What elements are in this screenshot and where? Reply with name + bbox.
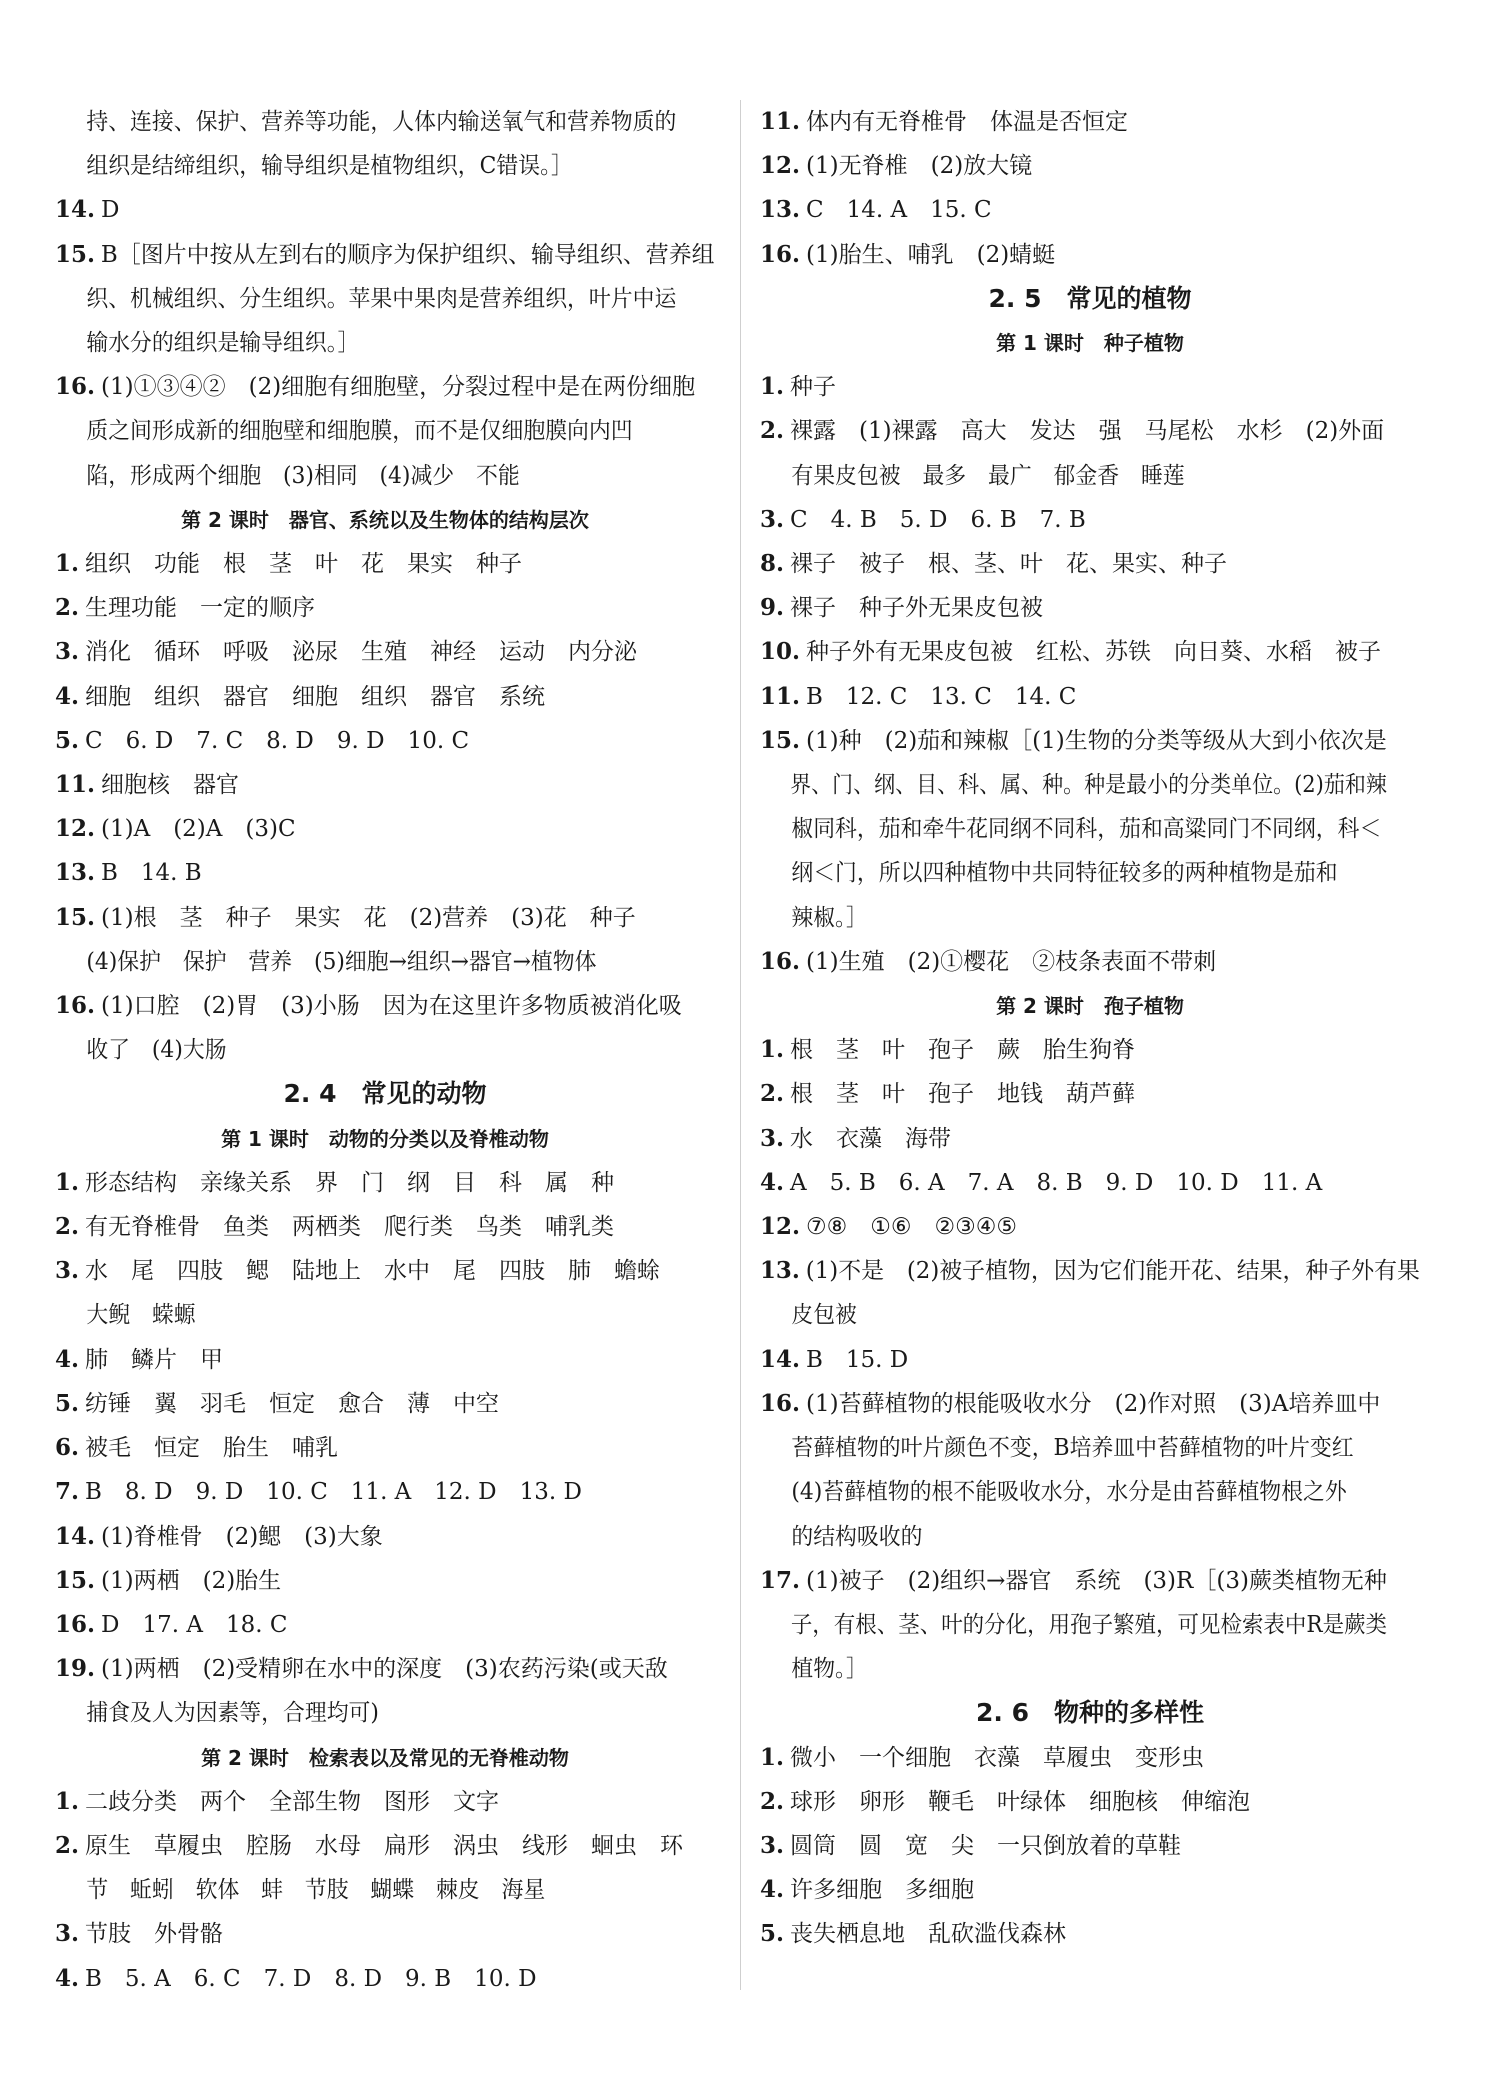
question-number: 10. bbox=[760, 638, 801, 666]
question-number: 11. bbox=[55, 771, 96, 799]
answer-text: D 17. A 18. C bbox=[101, 1611, 288, 1638]
answer-line bbox=[55, 630, 715, 674]
question-number: 13. bbox=[760, 1257, 800, 1285]
answer-line bbox=[760, 1028, 1420, 1072]
question-number: 12. bbox=[55, 815, 96, 843]
answer-line bbox=[55, 1559, 715, 1603]
answer-line bbox=[760, 1338, 1420, 1382]
question-number: 4. bbox=[55, 682, 80, 710]
answer-line bbox=[760, 542, 1420, 586]
answer-text: (1)脊椎骨 (2)鳃 (3)大象 bbox=[101, 1523, 383, 1550]
answer-line bbox=[760, 1205, 1420, 1249]
question-number: 1. bbox=[55, 550, 80, 578]
answer-text: (1)生殖 (2)①樱花 ②枝条表面不带刺 bbox=[806, 948, 1217, 975]
question-number: 3. bbox=[55, 1257, 80, 1285]
question-number: 9. bbox=[760, 594, 785, 622]
question-number: 4. bbox=[55, 1964, 80, 1992]
answer-text: 裸子 被子 根、茎、叶 花、果实、种子 bbox=[790, 551, 1228, 578]
answer-line bbox=[760, 1072, 1420, 1116]
answer-text: (1)A (2)A (3)C bbox=[101, 816, 296, 843]
answer-line bbox=[55, 1824, 715, 1868]
question-number: 7. bbox=[55, 1478, 80, 1506]
answer-continuation: 捕食及人为因素等，合理均可) bbox=[86, 1700, 379, 1727]
answer-line bbox=[55, 1647, 715, 1691]
answer-text: D bbox=[101, 197, 120, 224]
question-number: 4. bbox=[55, 1345, 80, 1373]
answer-line bbox=[55, 807, 715, 851]
answer-text: 被毛 恒定 胎生 哺乳 bbox=[85, 1435, 339, 1462]
answer-text: (1)苔藓植物的根能吸收水分 (2)作对照 (3)A培养皿中 bbox=[806, 1390, 1381, 1417]
answer-line bbox=[760, 498, 1420, 542]
answer-continuation: 质之间形成新的细胞壁和细胞膜，而不是仅细胞膜向内凹 bbox=[86, 418, 633, 445]
question-number: 17. bbox=[760, 1566, 801, 1594]
answer-text: 水 衣藻 海带 bbox=[790, 1125, 952, 1152]
answer-text: 裸子 种子外无果皮包被 bbox=[790, 595, 1044, 622]
section-heading: 2. 4 常见的动物 bbox=[283, 1079, 487, 1109]
question-number: 4. bbox=[760, 1168, 785, 1196]
question-number: 15. bbox=[55, 903, 96, 931]
answer-continuation: 收了 (4)大肠 bbox=[86, 1037, 227, 1064]
answer-line bbox=[55, 1603, 715, 1647]
answer-text: (1)两栖 (2)受精卵在水中的深度 (3)农药污染(或天敌 bbox=[101, 1656, 668, 1683]
answer-continuation: 大鲵 蝾螈 bbox=[86, 1302, 196, 1329]
answer-text: B 8. D 9. D 10. C 11. A 12. D 13. D bbox=[85, 1479, 582, 1506]
answer-continuation: 输水分的组织是输导组织。］ bbox=[86, 330, 360, 357]
answer-continuation: 的结构吸收的 bbox=[791, 1523, 923, 1550]
answer-line bbox=[55, 1426, 715, 1470]
question-number: 11. bbox=[760, 108, 801, 135]
answer-text: 有无脊椎骨 鱼类 两栖类 爬行类 鸟类 哺乳类 bbox=[85, 1214, 615, 1241]
answer-line bbox=[760, 1249, 1420, 1293]
question-number: 16. bbox=[55, 992, 96, 1020]
answer-line bbox=[55, 1338, 715, 1382]
question-number: 15. bbox=[55, 1566, 96, 1594]
question-number: 1. bbox=[760, 373, 785, 401]
answer-text: (1)种 (2)茄和辣椒［(1)生物的分类等级从大到小依次是 bbox=[806, 727, 1387, 754]
answer-line bbox=[55, 1205, 715, 1249]
question-number: 5. bbox=[55, 1389, 80, 1417]
answer-line bbox=[760, 1824, 1420, 1868]
answer-line bbox=[760, 630, 1420, 674]
answer-text: 二歧分类 两个 全部生物 图形 文字 bbox=[85, 1788, 500, 1815]
answer-line bbox=[55, 1957, 715, 2001]
lesson-heading: 第 2 课时 检索表以及常见的无脊椎动物 bbox=[201, 1745, 569, 1770]
answer-text: 种子 bbox=[790, 374, 837, 401]
answer-continuation: (4)苔藓植物的根不能吸收水分，水分是由苔藓植物根之外 bbox=[791, 1479, 1347, 1506]
answer-line bbox=[760, 719, 1420, 763]
answer-line bbox=[55, 233, 714, 277]
answer-line bbox=[760, 1161, 1420, 1205]
answer-text: 水 尾 四肢 鳃 陆地上 水中 尾 四肢 肺 蟾蜍 bbox=[85, 1258, 661, 1285]
question-number: 1. bbox=[760, 1743, 785, 1771]
question-number: 5. bbox=[55, 726, 80, 754]
question-number: 3. bbox=[55, 638, 80, 666]
answer-text: 根 茎 叶 孢子 蕨 胎生狗脊 bbox=[790, 1037, 1136, 1064]
answer-continuation: 椒同科，茄和牵牛花同纲不同科，茄和高粱同门不同纲，科＜ bbox=[791, 816, 1382, 843]
answer-text: 圆筒 圆 宽 尖 一只倒放着的草鞋 bbox=[790, 1832, 1182, 1859]
answer-line bbox=[55, 675, 715, 719]
lesson-heading: 第 1 课时 动物的分类以及脊椎动物 bbox=[221, 1126, 549, 1151]
answer-line bbox=[55, 365, 715, 409]
answer-line bbox=[760, 1868, 1420, 1912]
answer-text: B 5. A 6. C 7. D 8. D 9. B 10. D bbox=[85, 1965, 537, 1992]
answer-line bbox=[760, 586, 1420, 630]
answer-line bbox=[55, 188, 715, 232]
answer-text: (1)口腔 (2)胃 (3)小肠 因为在这里许多物质被消化吸 bbox=[101, 993, 682, 1020]
answer-text: (1)无脊椎 (2)放大镜 bbox=[806, 153, 1033, 180]
answer-continuation: 陷，形成两个细胞 (3)相同 (4)减少 不能 bbox=[86, 462, 520, 489]
answer-text: (1)胎生、哺乳 (2)蜻蜓 bbox=[806, 241, 1056, 268]
question-number: 11. bbox=[760, 682, 801, 710]
answer-continuation: 苔藓植物的叶片颜色不变，B培养皿中苔藓植物的叶片变红 bbox=[791, 1435, 1354, 1462]
answer-line bbox=[55, 1470, 715, 1514]
answer-text: (1)被子 (2)组织→器官 系统 (3)R［(3)蕨类植物无种 bbox=[806, 1567, 1387, 1594]
answer-text: 消化 循环 呼吸 泌尿 生殖 神经 运动 内分泌 bbox=[85, 639, 638, 666]
answer-line bbox=[55, 984, 715, 1028]
answer-line bbox=[760, 409, 1420, 453]
lesson-heading: 第 2 课时 孢子植物 bbox=[996, 994, 1184, 1019]
question-number: 15. bbox=[55, 240, 95, 268]
answer-text: B 14. B bbox=[101, 860, 202, 887]
answer-line bbox=[760, 233, 1420, 277]
answer-text: 细胞 组织 器官 细胞 组织 器官 系统 bbox=[85, 683, 546, 710]
answer-text: (1)不是 (2)被子植物，因为它们能开花、结果，种子外有果 bbox=[805, 1258, 1420, 1285]
answer-line bbox=[55, 896, 715, 940]
answer-text: C 14. A 15. C bbox=[806, 197, 992, 224]
question-number: 12. bbox=[760, 152, 801, 180]
answer-text: 球形 卵形 鞭毛 叶绿体 细胞核 伸缩泡 bbox=[790, 1788, 1251, 1815]
question-number: 2. bbox=[55, 1213, 80, 1241]
answer-line bbox=[55, 763, 715, 807]
question-number: 6. bbox=[55, 1434, 80, 1462]
column-divider bbox=[740, 100, 741, 1990]
answer-text: 纺锤 翼 羽毛 恒定 愈合 薄 中空 bbox=[85, 1390, 500, 1417]
answer-text: 组织 功能 根 茎 叶 花 果实 种子 bbox=[85, 551, 523, 578]
answer-continuation: 持、连接、保护、营养等功能，人体内输送氧气和营养物质的 bbox=[86, 109, 677, 135]
answer-continuation: 织、机械组织、分生组织。苹果中果肉是营养组织，叶片中运 bbox=[86, 285, 677, 312]
lesson-heading: 第 2 课时 器官、系统以及生物体的结构层次 bbox=[181, 507, 589, 532]
answer-text: 形态结构 亲缘关系 界 门 纲 目 科 属 种 bbox=[85, 1169, 615, 1196]
answer-line bbox=[760, 1912, 1420, 1956]
answer-continuation: 组织是结缔组织，输导组织是植物组织，C错误。］ bbox=[86, 153, 573, 180]
answer-line bbox=[760, 675, 1420, 719]
answer-line bbox=[55, 542, 715, 586]
question-number: 5. bbox=[760, 1920, 785, 1948]
answer-text: B［图片中按从左到右的顺序为保护组织、输导组织、营养组 bbox=[100, 241, 715, 268]
question-number: 13. bbox=[760, 196, 801, 224]
answer-line bbox=[55, 1912, 715, 1956]
answer-line bbox=[55, 1780, 715, 1824]
answer-text: 种子外有无果皮包被 红松、苏铁 向日葵、水稻 被子 bbox=[806, 639, 1382, 666]
answer-line bbox=[55, 719, 715, 763]
question-number: 1. bbox=[760, 1036, 785, 1064]
answer-line bbox=[55, 851, 715, 895]
answer-line bbox=[760, 1117, 1420, 1161]
section-heading: 2. 6 物种的多样性 bbox=[976, 1698, 1204, 1728]
question-number: 2. bbox=[55, 1831, 80, 1859]
answer-line bbox=[760, 940, 1420, 984]
question-number: 14. bbox=[760, 1345, 801, 1373]
answer-line bbox=[55, 1161, 715, 1205]
answer-text: (1)根 茎 种子 果实 花 (2)营养 (3)花 种子 bbox=[101, 904, 636, 931]
lesson-heading: 第 1 课时 种子植物 bbox=[996, 331, 1184, 356]
section-heading: 2. 5 常见的植物 bbox=[988, 283, 1192, 313]
question-number: 2. bbox=[760, 417, 785, 445]
question-number: 16. bbox=[55, 373, 96, 401]
answer-continuation: 子，有根、茎、叶的分化，用孢子繁殖，可见检索表中R是蕨类 bbox=[790, 1611, 1388, 1638]
answer-text: 体内有无脊椎骨 体温是否恒定 bbox=[806, 109, 1129, 135]
question-number: 3. bbox=[760, 505, 785, 533]
question-number: 1. bbox=[55, 1168, 80, 1196]
answer-text: B 15. D bbox=[806, 1346, 909, 1373]
answer-text: A 5. B 6. A 7. A 8. B 9. D 10. D 11. A bbox=[790, 1169, 1323, 1196]
answer-text: B 12. C 13. C 14. C bbox=[806, 683, 1077, 710]
answer-line bbox=[55, 1249, 715, 1293]
answer-text: 许多细胞 多细胞 bbox=[790, 1877, 975, 1904]
answer-line bbox=[55, 1382, 715, 1426]
question-number: 16. bbox=[760, 240, 801, 268]
question-number: 3. bbox=[760, 1831, 785, 1859]
answer-text: ⑦⑧ ①⑥ ②③④⑤ bbox=[806, 1214, 1017, 1241]
answer-text: (1)①③④② (2)细胞有细胞壁，分裂过程中是在两份细胞 bbox=[101, 374, 696, 401]
question-number: 16. bbox=[760, 947, 801, 975]
answer-text: C 4. B 5. D 6. B 7. B bbox=[790, 506, 1086, 533]
answer-continuation: (4)保护 保护 营养 (5)细胞→组织→器官→植物体 bbox=[86, 948, 597, 975]
answer-line bbox=[760, 1382, 1420, 1426]
question-number: 13. bbox=[55, 859, 96, 887]
answer-line bbox=[55, 1515, 715, 1559]
answer-continuation: 植物。］ bbox=[791, 1656, 868, 1683]
answer-line bbox=[760, 1559, 1420, 1603]
question-number: 4. bbox=[760, 1876, 785, 1904]
question-number: 1. bbox=[55, 1787, 80, 1815]
answer-text: 节肢 外骨骼 bbox=[85, 1921, 224, 1948]
answer-continuation: 界、门、纲、目、科、属、种。种是最小的分类单位。(2)茄和辣 bbox=[790, 772, 1387, 799]
question-number: 19. bbox=[55, 1655, 96, 1683]
answer-line bbox=[760, 1780, 1420, 1824]
answer-line bbox=[760, 365, 1420, 409]
question-number: 16. bbox=[760, 1389, 801, 1417]
question-number: 2. bbox=[55, 594, 80, 622]
answer-text: C 6. D 7. C 8. D 9. D 10. C bbox=[85, 727, 470, 754]
answer-line bbox=[760, 188, 1420, 232]
answer-text: 裸露 (1)裸露 高大 发达 强 马尾松 水杉 (2)外面 bbox=[790, 418, 1385, 445]
question-number: 14. bbox=[55, 196, 96, 224]
answer-line bbox=[760, 100, 1420, 144]
answer-continuation: 辣椒。］ bbox=[791, 904, 868, 931]
answer-text: 生理功能 一定的顺序 bbox=[85, 595, 316, 622]
answer-continuation: 有果皮包被 最多 最广 郁金香 睡莲 bbox=[791, 462, 1185, 489]
question-number: 2. bbox=[760, 1787, 785, 1815]
right-column bbox=[760, 100, 1420, 1957]
answer-continuation: 纲＜门，所以四种植物中共同特征较多的两种植物是茄和 bbox=[791, 860, 1338, 887]
answer-line bbox=[760, 1736, 1420, 1780]
answer-text: 根 茎 叶 孢子 地钱 葫芦藓 bbox=[790, 1081, 1136, 1108]
answer-text: 原生 草履虫 腔肠 水母 扁形 涡虫 线形 蛔虫 环 bbox=[85, 1832, 684, 1859]
question-number: 15. bbox=[760, 726, 801, 754]
question-number: 14. bbox=[55, 1522, 96, 1550]
answer-text: 细胞核 器官 bbox=[101, 772, 240, 799]
left-column bbox=[55, 100, 715, 2001]
question-number: 8. bbox=[760, 550, 785, 578]
question-number: 3. bbox=[55, 1920, 80, 1948]
question-number: 12. bbox=[760, 1213, 801, 1241]
question-number: 2. bbox=[760, 1080, 785, 1108]
answer-continuation: 节 蚯蚓 软体 蚌 节肢 蝴蝶 棘皮 海星 bbox=[86, 1877, 546, 1904]
answer-line bbox=[55, 586, 715, 630]
answer-continuation: 皮包被 bbox=[791, 1302, 857, 1329]
answer-text: 微小 一个细胞 衣藻 草履虫 变形虫 bbox=[790, 1744, 1205, 1771]
answer-line bbox=[760, 144, 1420, 188]
question-number: 3. bbox=[760, 1124, 785, 1152]
answer-text: 肺 鳞片 甲 bbox=[85, 1346, 224, 1373]
answer-text: (1)两栖 (2)胎生 bbox=[101, 1567, 282, 1594]
question-number: 16. bbox=[55, 1610, 96, 1638]
answer-text: 丧失栖息地 乱砍滥伐森林 bbox=[790, 1921, 1067, 1948]
